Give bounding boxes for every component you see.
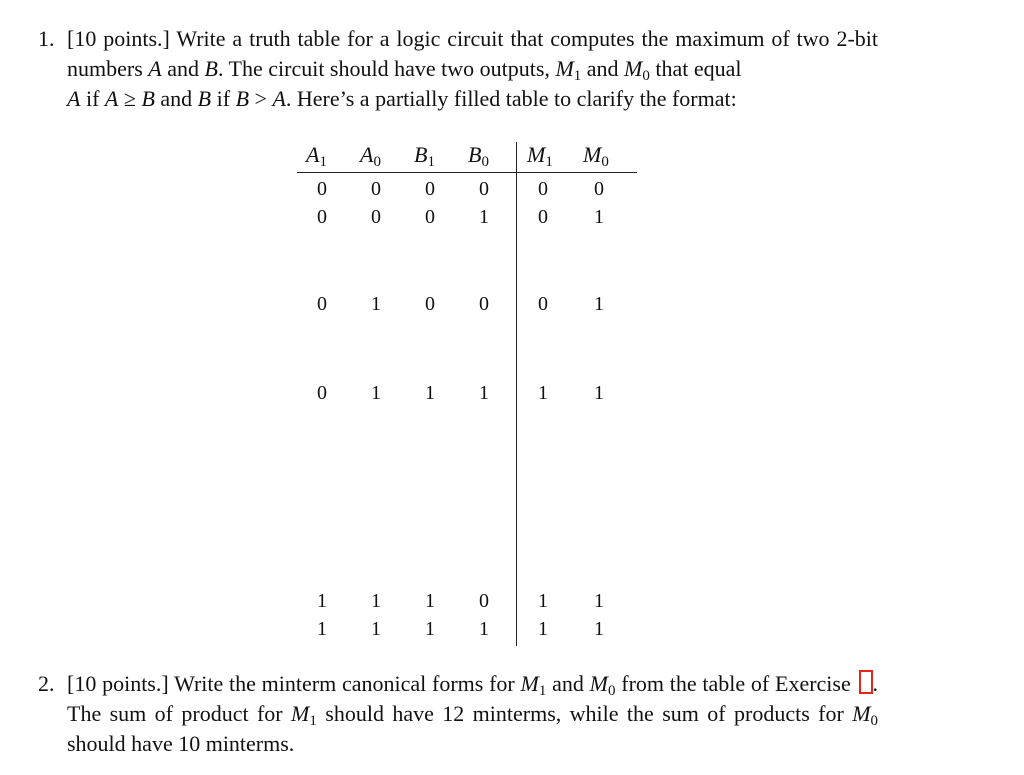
table-cell: 1 <box>371 293 381 315</box>
table-cell: 0 <box>317 293 327 315</box>
table-cell: 0 <box>371 178 381 200</box>
problem-2 <box>38 669 878 759</box>
table-cell: 1 <box>594 382 604 404</box>
table-cell: 1 <box>594 618 604 640</box>
problem-1-number: 1. <box>38 26 55 51</box>
table-cell: 0 <box>425 293 435 315</box>
table-cell: 1 <box>538 382 548 404</box>
table-cell: 0 <box>317 206 327 228</box>
table-cell: 0 <box>425 178 435 200</box>
table-cell: 1 <box>479 618 489 640</box>
table-cell: 1 <box>317 618 327 640</box>
header-rule <box>297 172 637 173</box>
problem-1 <box>38 24 878 114</box>
table-cell: 1 <box>594 206 604 228</box>
table-cell: 1 <box>317 590 327 612</box>
problem-1-points: [10 points.] <box>67 26 170 51</box>
output-divider <box>516 142 517 646</box>
table-cell: 0 <box>479 590 489 612</box>
table-cell: 0 <box>317 382 327 404</box>
problem-2-text: [10 points.] Write the minterm canonical forms for $M_1$ and $M_0$ from the table of Exercise . The sum of product for $M_1$ should have 12 minterms, while the sum of products for $M_0$ should have 10 minterms. <box>67 671 879 756</box>
truth-table <box>297 142 637 646</box>
column-header-a1: $A_1$ <box>306 142 327 170</box>
table-cell: 1 <box>594 293 604 315</box>
table-cell: 1 <box>479 206 489 228</box>
table-cell: 0 <box>479 178 489 200</box>
problem-2-number: 2. <box>38 671 55 696</box>
table-cell: 0 <box>317 178 327 200</box>
table-cell: 1 <box>594 590 604 612</box>
table-cell: 0 <box>425 206 435 228</box>
column-header-m1: $M_1$ <box>527 142 553 170</box>
problem-2-points: [10 points.] <box>67 671 169 696</box>
column-header-b1: $B_1$ <box>414 142 435 170</box>
table-cell: 1 <box>479 382 489 404</box>
column-header-a0: $A_0$ <box>360 142 381 170</box>
table-cell: 1 <box>371 382 381 404</box>
table-cell: 0 <box>479 293 489 315</box>
table-cell: 1 <box>538 590 548 612</box>
exercise-reference-link[interactable] <box>859 670 873 694</box>
table-cell: 1 <box>425 618 435 640</box>
table-cell: 1 <box>425 590 435 612</box>
table-cell: 1 <box>425 382 435 404</box>
table-cell: 0 <box>538 293 548 315</box>
table-cell: 0 <box>538 206 548 228</box>
table-cell: 0 <box>594 178 604 200</box>
table-cell: 1 <box>538 618 548 640</box>
table-cell: 1 <box>371 590 381 612</box>
problem-1-text: [10 points.] Write a truth table for a logic circuit that computes the maximum of two 2-bit numbers A and B. The circuit should have two outputs, $M_1$ and $M_0$ that equal A if A ≥ B and B if B > A. Here’s a partially filled table to clarify the format: <box>67 26 878 111</box>
table-cell: 0 <box>538 178 548 200</box>
column-header-m0: $M_0$ <box>583 142 609 170</box>
table-cell: 1 <box>371 618 381 640</box>
table-cell: 0 <box>371 206 381 228</box>
column-header-b0: $B_0$ <box>468 142 489 170</box>
